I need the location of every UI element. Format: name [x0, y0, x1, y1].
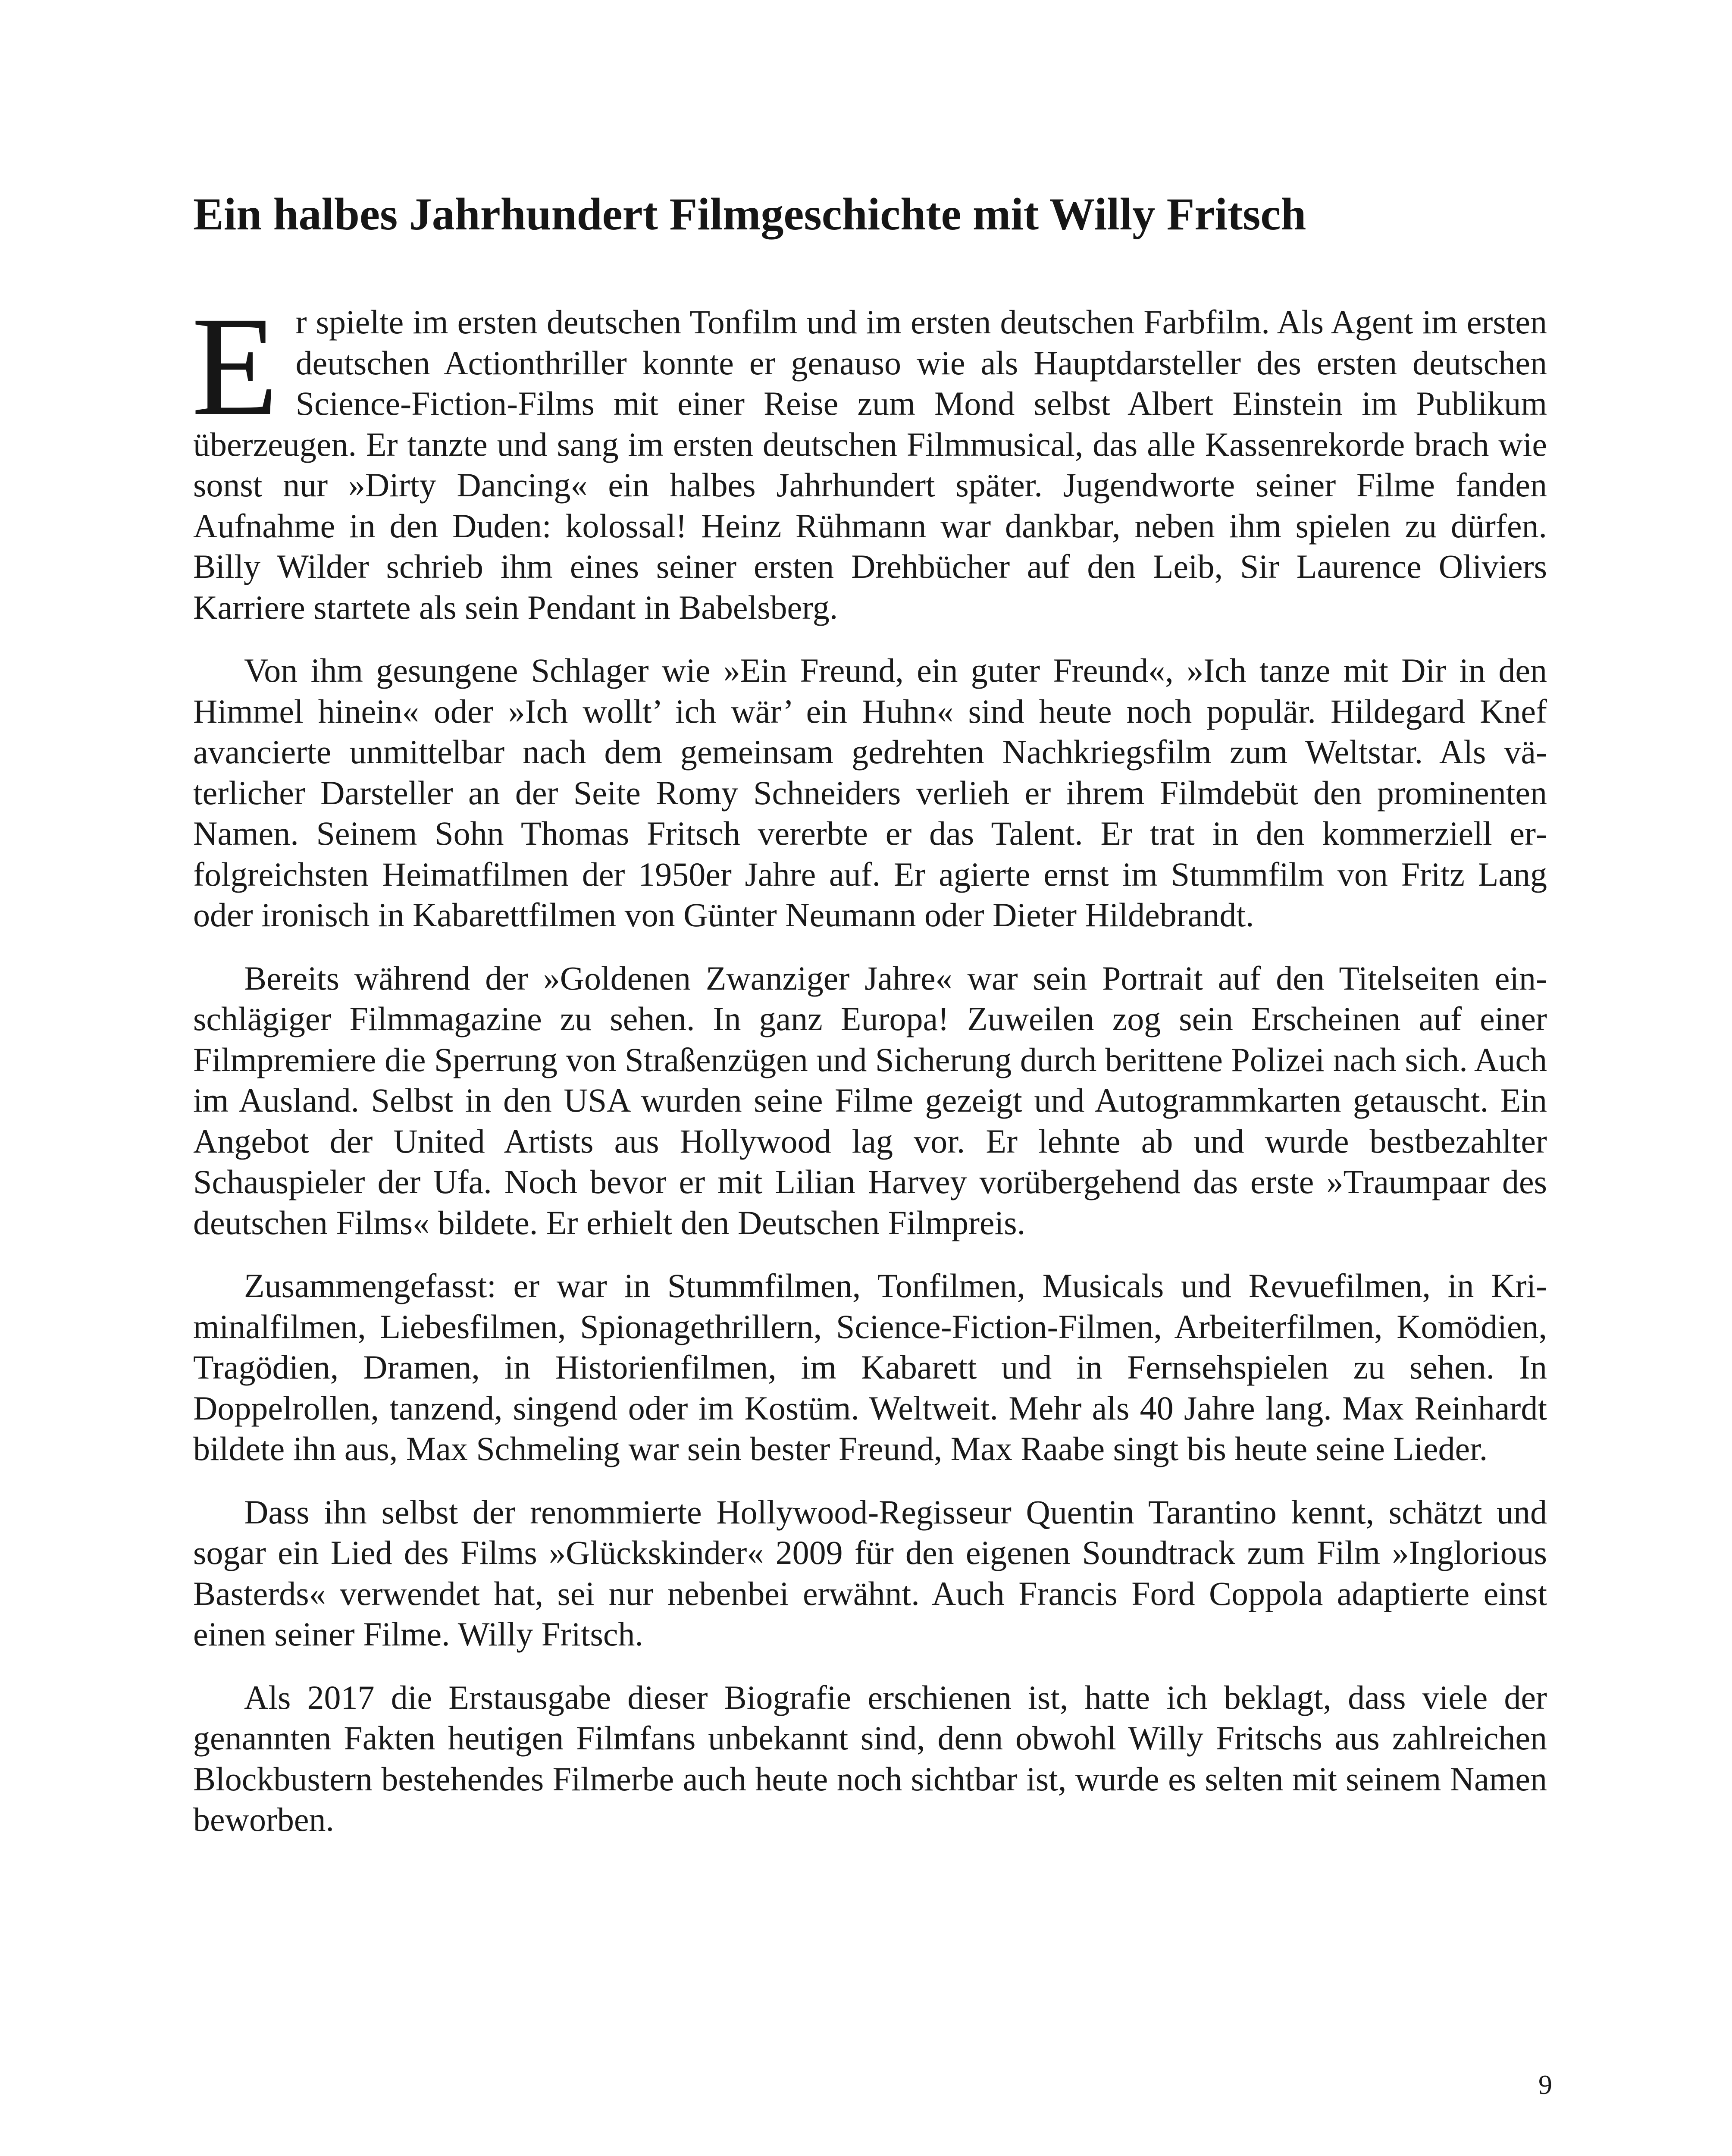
paragraph-5: Dass ihn selbst der renommierte Hollywood-Regisseur Quentin Tarantino kennt, schätzt und sogar ein Lied des Films »Glückskinder« 2009 für den eigenen Soundtrack zum Film »Inglorious Basterds« verwendet hat, sei nur nebenbei erwähnt. Auch Francis Ford Coppola adaptierte einst einen seiner Filme. Willy Fritsch. — [193, 1493, 1547, 1653]
paragraph-4: Zusammengefasst: er war in Stummfilmen, Tonfilmen, Musicals und Revuefilmen, in Kriminalfilmen, Liebesfilmen, Spionagethrillern, Science-Fiction-Filmen, Arbeiterfilmen, Komödien, Tragödien, Dramen, in Historienfilmen, im Kabarett und in Fernsehspielen zu sehen. In Doppelrollen, tanzend, singend oder im Kostüm. Weltweit. Mehr als 40 Jahre lang. Max Reinhardt bildete ihn aus, Max Schmeling war sein bester Freund, Max Raabe singt bis heute seine Lieder. — [193, 1267, 1547, 1467]
chapter-title: Ein halbes Jahrhundert Filmgeschichte mit Willy Fritsch — [193, 189, 1306, 239]
drop-cap: E — [191, 288, 279, 445]
paragraph-1-text: r spielte im ersten deutschen Tonfilm und im ersten deutschen Farbfilm. Als Agent im ersten deutschen Actionthriller konnte er genauso wie als Hauptdarsteller des ersten deutschen Science-Fiction-Films mit einer Reise zum Mond selbst Albert Einstein im Publikum überzeugen. Er tanzte und sang im ersten deutschen Filmmusical, das alle Kassenrekorde brach wie sonst nur »Dirty Dancing« ein halbes Jahrhundert später. Jugendworte seiner Filme fanden Aufnahme in den Duden: kolossal! Heinz Rühmann war dankbar, neben ihm spielen zu dürfen. Billy Wilder schrieb ihm eines seiner ersten Drehbücher auf den Leib, Sir Laurence Oliviers Karriere startete als sein Pendant in Babelsberg. — [193, 303, 1547, 626]
paragraph-3: Bereits während der »Goldenen Zwanziger Jahre« war sein Portrait auf den Titelseiten einschlägiger Filmmagazine zu sehen. In ganz Europa! Zuweilen zog sein Erscheinen auf einer Filmpremiere die Sperrung von Straßenzügen und Sicherung durch berittene Polizei nach sich. Auch im Ausland. Selbst in den USA wurden seine Filme gezeigt und Autogrammkarten getauscht. Ein Angebot der United Artists aus Hollywood lag vor. Er lehnte ab und wurde bestbezahlter Schauspieler der Ufa. Noch bevor er mit Lilian Harvey vorübergehend das erste »Traumpaar des deutschen Films« bildete. Er erhielt den Deutschen Filmpreis. — [193, 959, 1547, 1241]
page-number: 9 — [1538, 2069, 1552, 2100]
paragraph-6: Als 2017 die Erstausgabe dieser Biografie erschienen ist, hatte ich beklagt, dass viele der genannten Fakten heutigen Filmfans unbekannt sind, denn obwohl Willy Fritschs aus zahlreichen Blockbustern bestehendes Filmerbe auch heute noch sichtbar ist, wurde es selten mit seinem Namen beworben. — [193, 1678, 1547, 1838]
paragraph-1 — [191, 288, 1547, 628]
chapter-body — [191, 288, 1547, 1863]
paragraph-2: Von ihm gesungene Schlager wie »Ein Freund, ein guter Freund«, »Ich tanze mit Dir in den Himmel hinein« oder »Ich wollt’ ich wär’ ein Huhn« sind heute noch populär. Hildegard Knef avancierte unmittelbar nach dem gemeinsam gedrehten Nachkriegsfilm zum Weltstar. Als väterlicher Darsteller an der Seite Romy Schneiders verlieh er ihrem Filmdebüt den prominenten Namen. Seinem Sohn Thomas Fritsch vererbte er das Talent. Er trat in den kommerziell erfolgreichsten Heimatfilmen der 1950er Jahre auf. Er agierte ernst im Stummfilm von Fritz Lang oder ironisch in Kabarettfilmen von Günter Neumann oder Dieter Hildebrandt. — [193, 652, 1547, 934]
